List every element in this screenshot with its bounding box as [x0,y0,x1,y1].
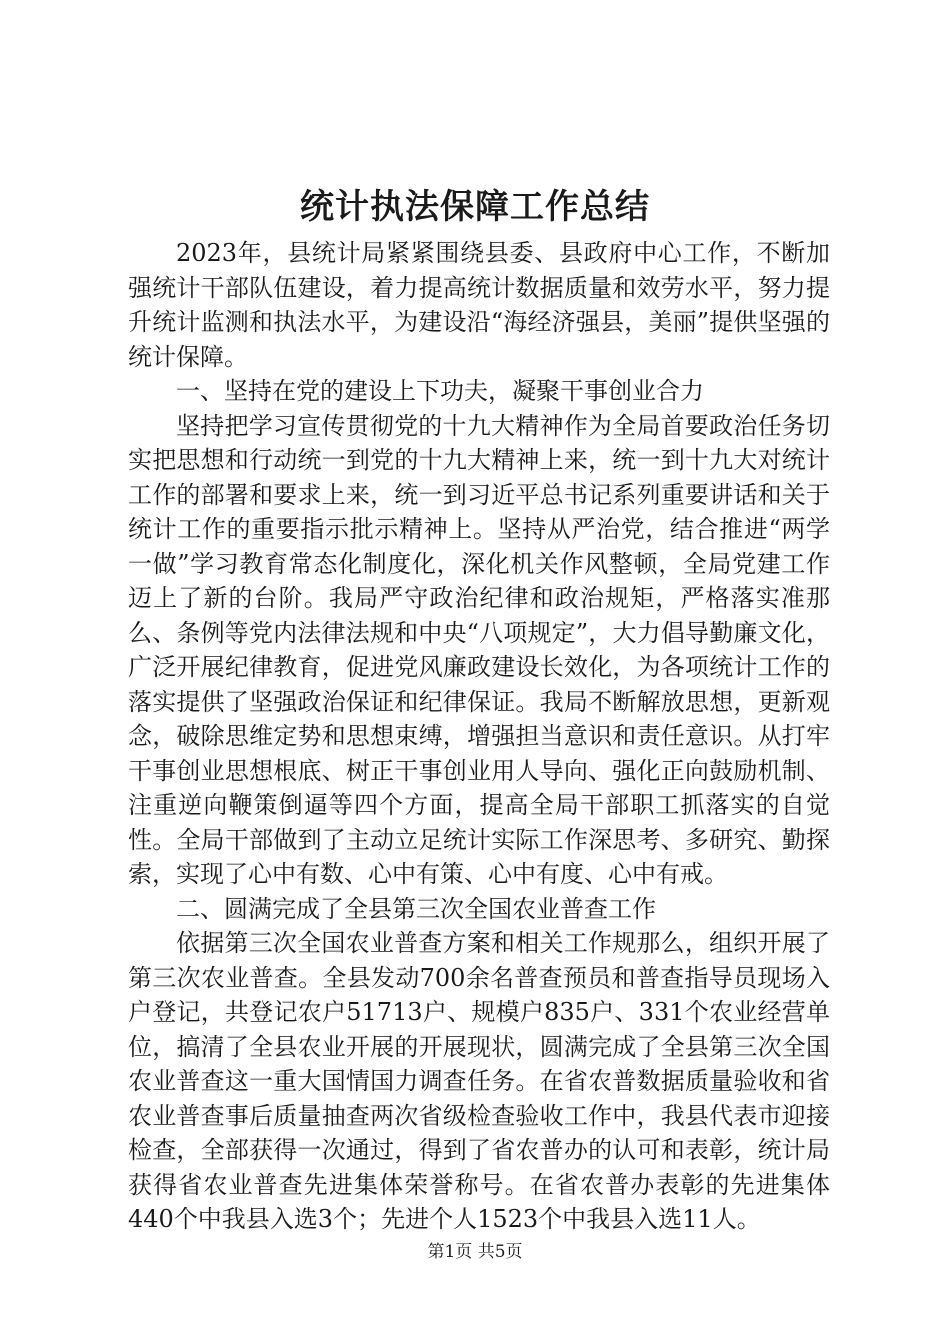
document-title: 统计执法保障工作总结 [300,187,650,227]
page-number-footer: 第1页 共5页 [427,1242,523,1262]
section-1-paragraph: 坚持把学习宣传贯彻党的十九大精神作为全局首要政治任务切实把思想和行动统一到党的十九大精神上来，统一到十九大对统计工作的部署和要求上来，统一到习近平总书记系列重要讲话和关于统计工作的重要指示批示精神上。坚持从严治党，结合推进“两学一做”学习教育常态化制度化，深化机关作风整顿，全局党建工作迈上了新的台阶。我局严守政治纪律和政治规矩，严格落实准那么、条例等党内法律法规和中央“八项规定”，大力倡导勤廉文化，广泛开展纪律教育，促进党风廉政建设长效化，为各项统计工作的落实提供了坚强政治保证和纪律保证。我局不断解放思想，更新观念，破除思维定势和思想束缚，增强担当意识和责任意识。从打牢干事创业思想根底、树正干事创业用人导向、强化正向鼓励机制、注重逆向鞭策倒逼等四个方面，提高全局干部职工抓落实的自觉性。全局干部做到了主动立足统计实际工作深思考、多研究、勤探索，实现了心中有数、心中有策、心中有度、心中有戒。 [128,411,830,888]
document-body [128,236,830,1237]
section-heading-1: 一、坚持在党的建设上下功夫，凝聚干事创业合力 [176,377,704,405]
intro-paragraph: 2023年，县统计局紧紧围绕县委、县政府中心工作，不断加强统计干部队伍建设，着力提高统计数据质量和效劳水平，努力提升统计监测和执法水平，为建设沿“海经济强县，美丽”提供坚强的统计保障。 [128,239,830,371]
section-heading-2: 二、圆满完成了全县第三次全国农业普查工作 [176,894,656,923]
section-2-paragraph: 依据第三次全国农业普查方案和相关工作规那么，组织开展了第三次农业普查。全县发动700余名普查预员和普查指导员现场入户登记，共登记农户51713户、规模户835户、331个农业经营单位，搞清了全县农业开展的开展现状，圆满完成了全县第三次全国农业普查这一重大国情国力调查任务。在省农普数据质量验收和省农业普查事后质量抽查两次省级检查验收工作中，我县代表市迎接检查，全部获得一次通过，得到了省农普办的认可和表彰，统计局获得省农业普查先进集体荣誉称号。在省农普办表彰的先进集体440个中我县入选3个；先进个人1523个中我县入选11人。 [128,929,830,1233]
